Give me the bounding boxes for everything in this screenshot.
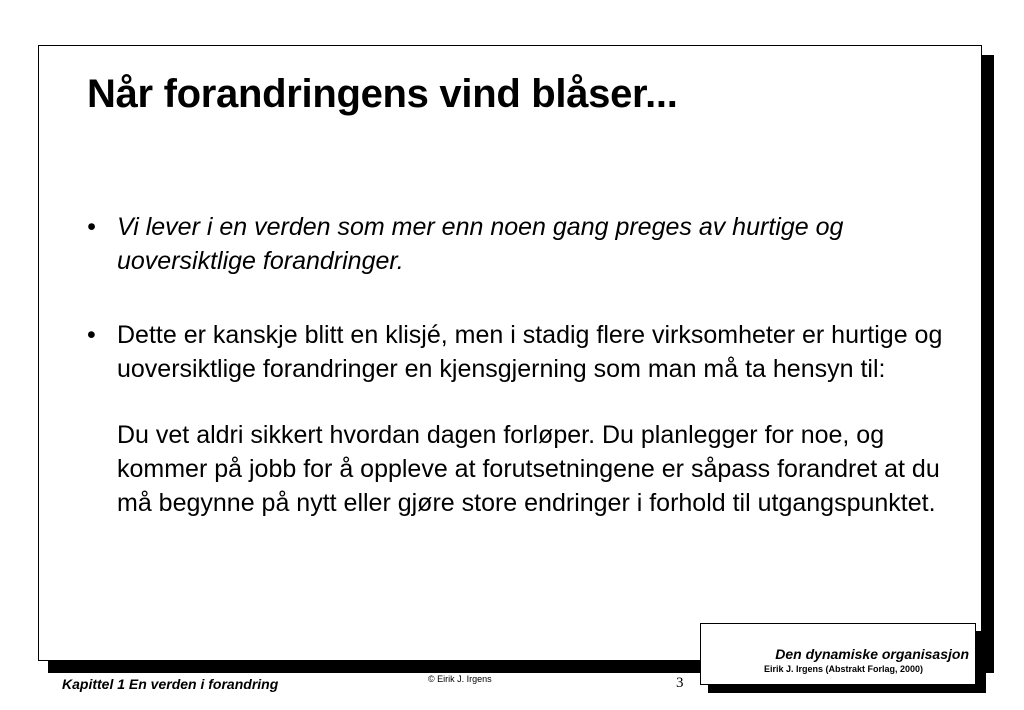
book-title: Den dynamiske organisasjon — [775, 646, 969, 662]
slide-frame — [38, 45, 982, 661]
bullet-paragraph: Du vet aldri sikkert hvordan dagen forløper. Du planlegger for noe, og kommer på jobb for å oppleve at forutsetningene er såpass forandret at du må begynne på nytt eller gjøre store endringer i forhold til utgangspunktet. — [117, 421, 940, 517]
book-reference-box — [700, 623, 976, 685]
bullet-item-1 — [87, 210, 947, 278]
bullet-marker: • — [87, 213, 96, 241]
book-subtitle: Eirik J. Irgens (Abstrakt Forlag, 2000) — [763, 664, 923, 674]
chapter-footer: Kapittel 1 En verden i forandring — [62, 676, 279, 692]
slide-title: Når forandringens vind blåser... — [87, 72, 678, 116]
copyright-notice: © Eirik J. Irgens — [428, 674, 492, 684]
bullet-text: Dette er kanskje blitt en klisjé, men i stadig flere virksomheter er hurtige og uoversiktlige forandringer en kjensgjerning som man må ta hensyn til: — [117, 321, 943, 383]
bullet-text: Vi lever i en verden som mer enn noen gang preges av hurtige og uoversiktlige forandringer. — [117, 213, 844, 275]
bullet-item-2 — [87, 318, 947, 520]
bullet-marker: • — [87, 321, 96, 349]
page-number: 3 — [676, 675, 684, 691]
